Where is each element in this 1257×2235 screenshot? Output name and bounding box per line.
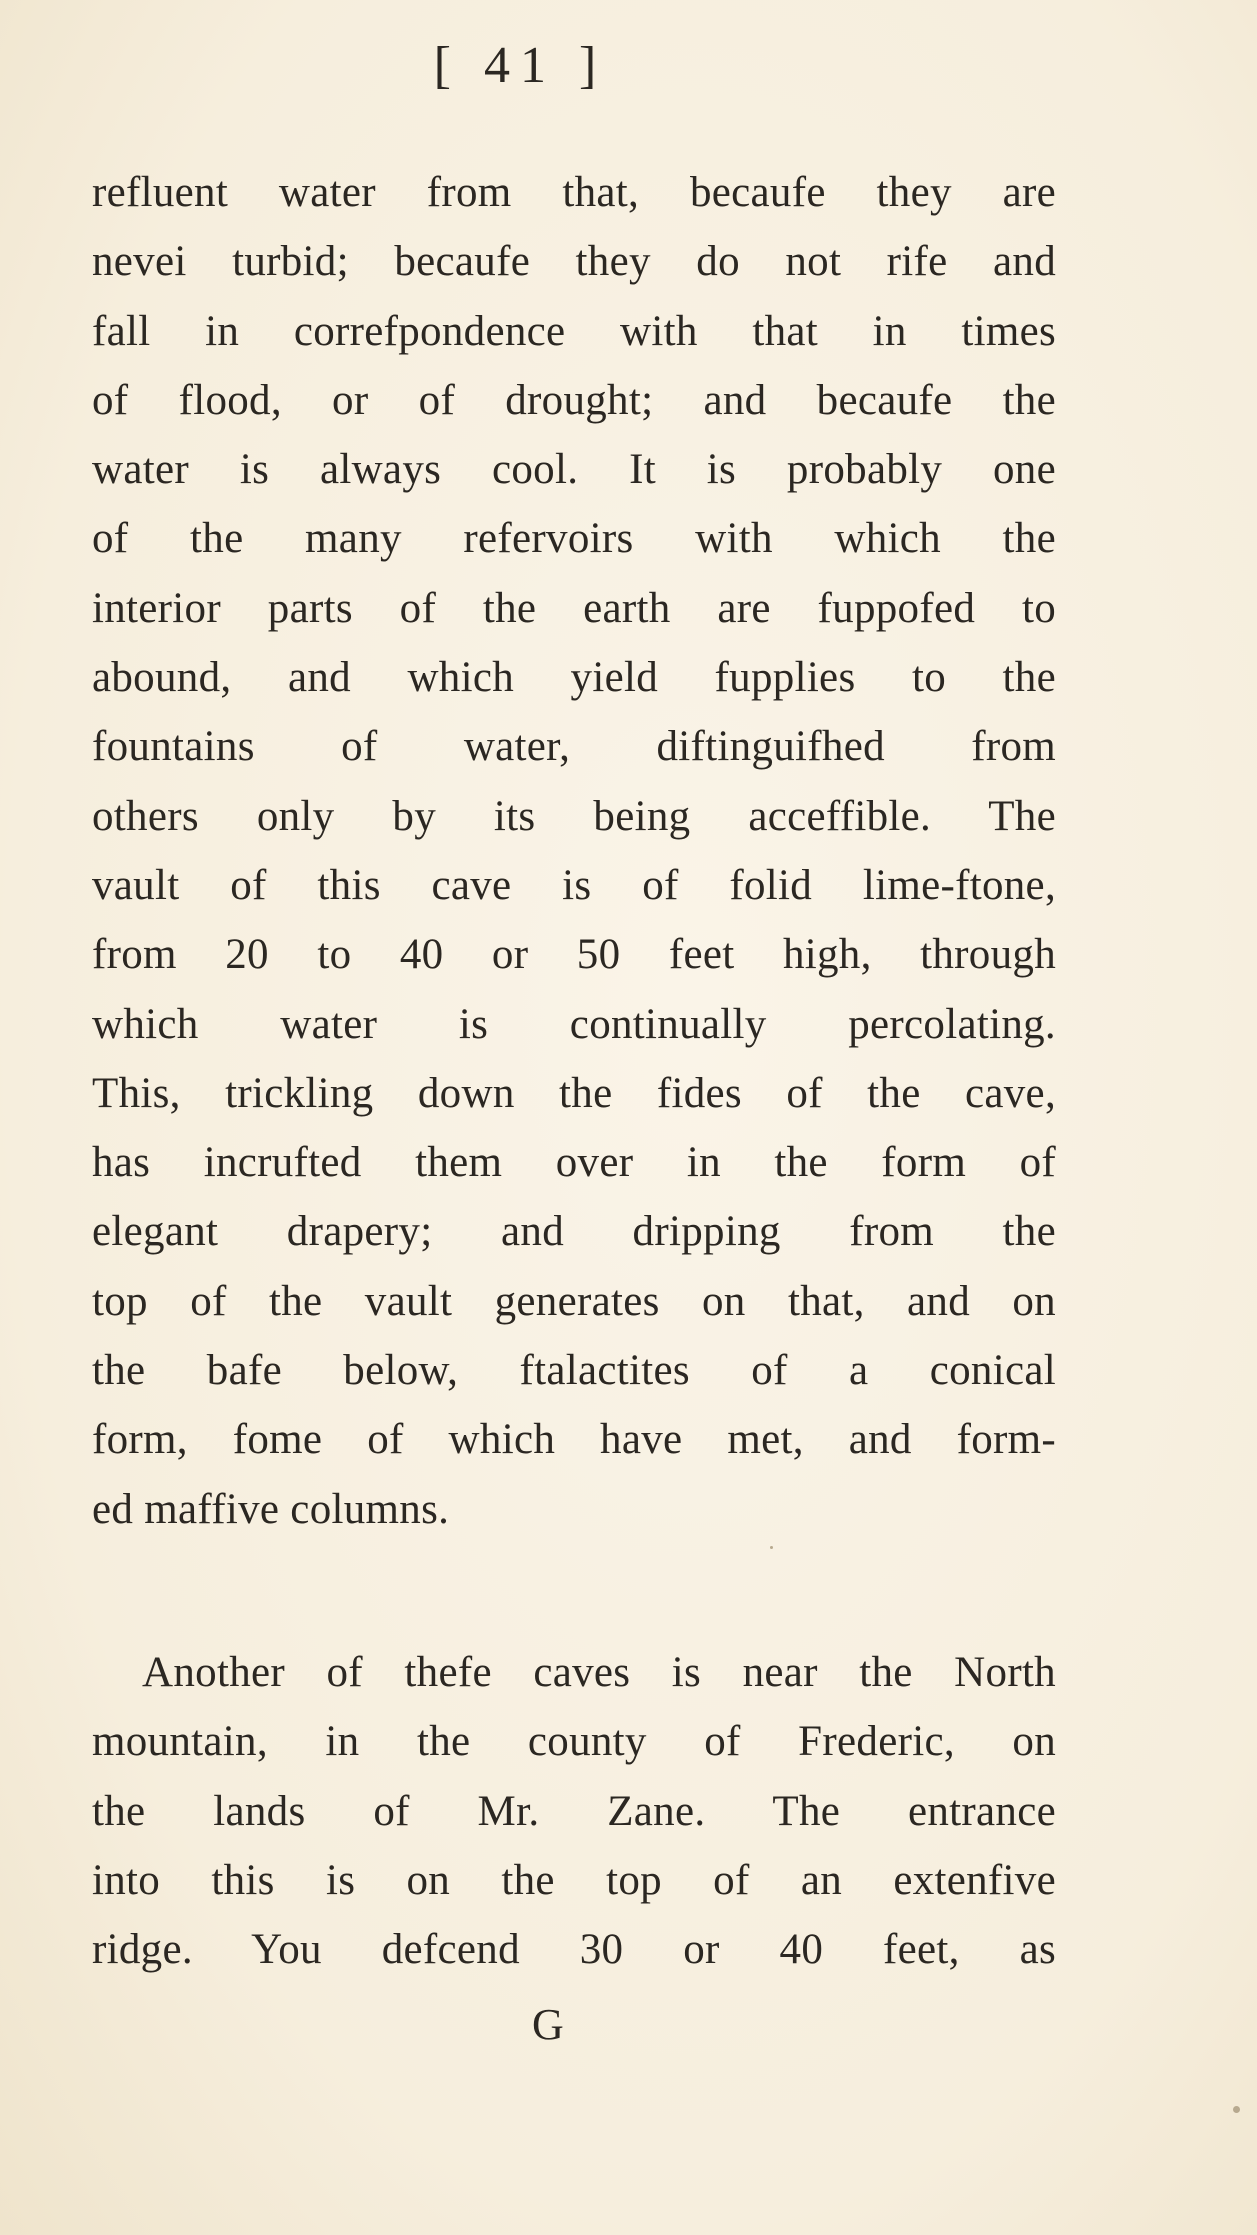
text-line: top of the vault generates on that, and on	[92, 1277, 1056, 1325]
paper-speck	[1233, 2106, 1240, 2113]
text-line: mountain, in the county of Frederic, on	[92, 1718, 1056, 1766]
text-line: This, trickling down the fides of the cave,	[92, 1069, 1056, 1117]
text-line: of flood, or of drought; and becaufe the	[92, 376, 1056, 424]
paragraph-2	[92, 1638, 1056, 1984]
text-line: which water is continually percolating.	[92, 1000, 1056, 1048]
text-line: refluent water from that, becaufe they are	[92, 169, 1056, 216]
text-line: vault of this cave is of folid lime-ftone,	[92, 861, 1056, 909]
text-line: has incrufted them over in the form of	[92, 1139, 1056, 1187]
text-line: Another of thefe caves is near the North	[142, 1649, 1056, 1696]
text-line: abound, and which yield fupplies to the	[92, 654, 1056, 702]
text-line: ed maffive columns.	[92, 1485, 450, 1533]
page-number: [ 41 ]	[433, 37, 607, 94]
text-line: the bafe below, ftalactites of a conical	[92, 1347, 1056, 1395]
text-line: nevei turbid; becaufe they do not rife and	[92, 238, 1056, 286]
text-line: fall in correfpondence with that in times	[92, 307, 1056, 355]
text-line: water is always cool. It is probably one	[92, 446, 1056, 494]
text-line: elegant drapery; and dripping from the	[92, 1208, 1056, 1256]
text-line: from 20 to 40 or 50 feet high, through	[92, 931, 1056, 979]
text-line: the lands of Mr. Zane. The entrance	[92, 1787, 1056, 1835]
text-line: fountains of water, diftinguifhed from	[92, 723, 1056, 771]
text-line: form, fome of which have met, and form-	[92, 1416, 1056, 1464]
paragraph-1	[92, 158, 1056, 1544]
text-line: of the many refervoirs with which the	[92, 515, 1056, 563]
paper-speck	[770, 1546, 773, 1549]
text-line: into this is on the top of an extenfive	[92, 1856, 1056, 1904]
text-line: interior parts of the earth are fuppofed to	[92, 584, 1056, 632]
signature-mark: G	[532, 2000, 564, 2049]
text-line: ridge. You defcend 30 or 40 feet, as	[92, 1926, 1056, 1974]
text-line: others only by its being acceffible. The	[92, 792, 1056, 840]
